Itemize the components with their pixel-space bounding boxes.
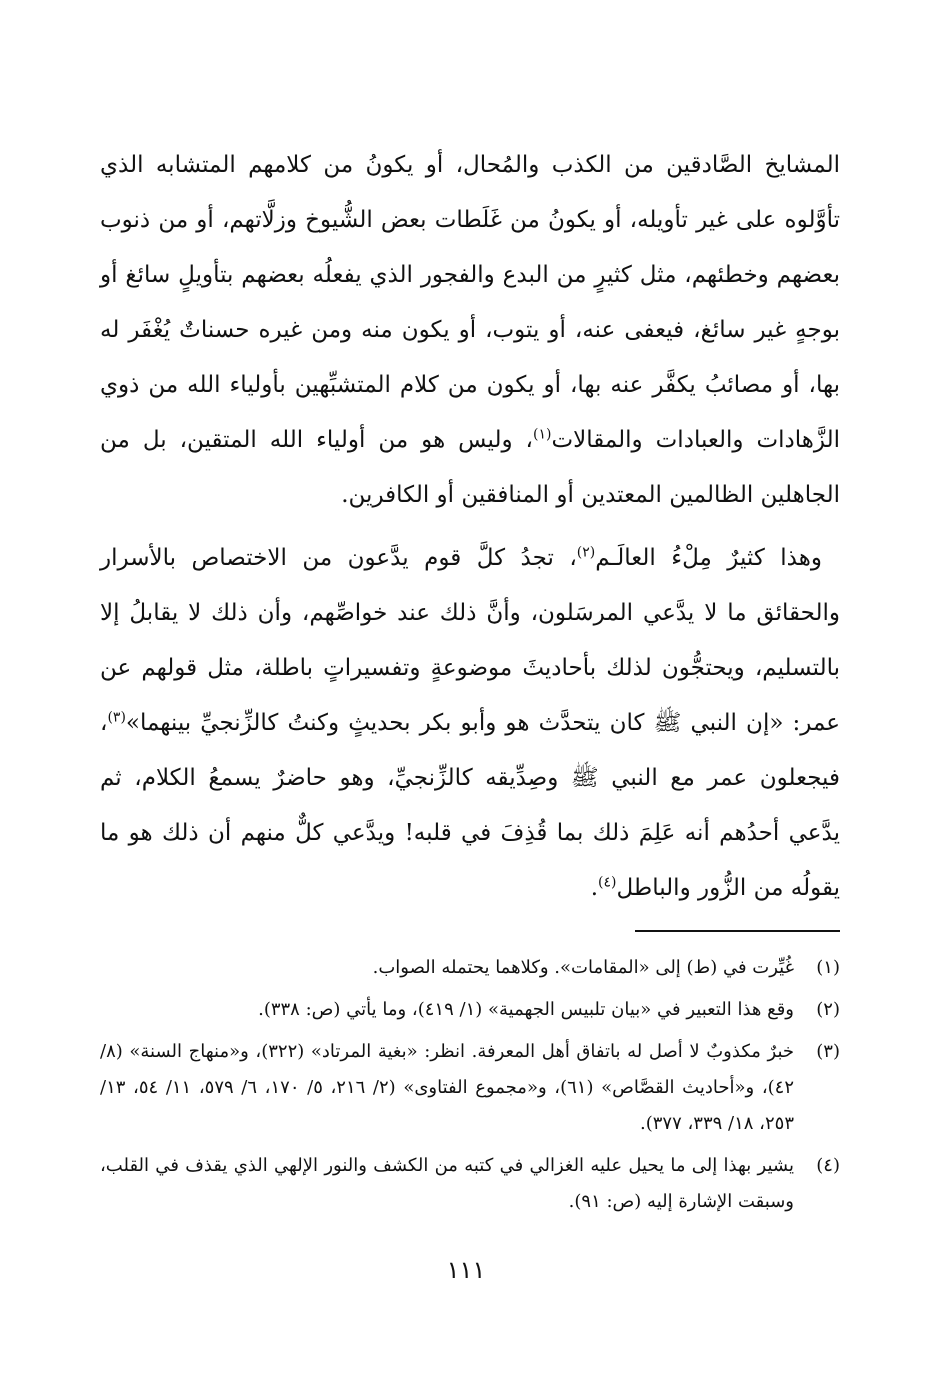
footnote-separator xyxy=(635,930,840,932)
footnote-4 xyxy=(100,1148,840,1220)
paragraph-2-text-3: ، فيجعلون عمر مع النبي ﷺ وصِدِّيقه كالزِّنجيِّ، وهو حاضرٌ يسمعُ الكلام، ثم يدَّعي أحدُهم أنه عَلِمَ ذلك بما قُذِفَ في قلبه! ويدَّعي كلٌّ منهم أن ذلك هو ما يقولُه من الزُّور والباطل xyxy=(100,710,840,901)
main-text xyxy=(100,138,840,916)
footnote-text: يشير بهذا إلى ما يحيل عليه الغزالي في كتبه من الكشف والنور الإلهي الذي يقذف في القلب، وسبقت الإشارة إليه (ص: ٩١). xyxy=(100,1155,794,1212)
footnote-2 xyxy=(100,992,840,1028)
paragraph-2 xyxy=(100,531,840,916)
paragraph-2-text-1: وهذا كثيرٌ مِلْءُ العالَـم xyxy=(595,545,822,571)
paragraph-2-text-2: ، تجدُ كلَّ قوم يدَّعون من الاختصاص بالأسرار والحقائق ما لا يدَّعي المرسَلون، وأنَّ ذلك عند خواصِّهم، وأن ذلك لا يقابلُ إلا بالتسليم، ويحتجُّون لذلك بأحاديثَ موضوعةٍ وتفسيراتٍ باطلة، مثل قولهم عن عمر: «إن النبي ﷺ كان يتحدَّث هو وأبو بكر بحديثٍ وكنتُ كالزِّنجيِّ بينهما» xyxy=(100,545,840,736)
footnotes-list xyxy=(100,950,840,1226)
paragraph-2-text-4: . xyxy=(590,875,599,901)
footnote-text: خبرٌ مكذوبٌ لا أصل له باتفاق أهل المعرفة. انظر: «بغية المرتاد» (٣٢٢)، و«منهاج السنة» (٨/ ٤٢)، و«أحاديث القصَّاص» (٦١)، و«مجموع الفتاوى» (٢/ ٢١٦، ٥/ ١٧٠، ٦/ ٥٧٩، ١١/ ٥٤، ١٣/ ٢٥٣، ١٨/ ٣٣٩، ٣٧٧). xyxy=(100,1041,794,1134)
footnote-ref-2[interactable]: (٢) xyxy=(576,544,596,561)
paragraph-1 xyxy=(100,138,840,523)
paragraph-1-text-2: ، وليس هو من أولياء الله المتقين، بل من الجاهلين الظالمين المعتدين أو المنافقين أو الكافرين. xyxy=(100,427,840,508)
footnote-3 xyxy=(100,1034,840,1142)
footnote-number: (٤) xyxy=(816,1155,840,1176)
page-number: ١١١ xyxy=(446,1256,486,1284)
footnote-number: (١) xyxy=(816,957,840,978)
footnote-number: (٣) xyxy=(816,1041,840,1062)
footnote-ref-4[interactable]: (٤) xyxy=(598,874,617,891)
footnote-ref-3[interactable]: (٣) xyxy=(107,709,126,726)
footnote-ref-1[interactable]: (١) xyxy=(532,426,552,443)
footnote-text: غُيِّرت في (ط) إلى «المقامات». وكلاهما يحتمله الصواب. xyxy=(372,957,794,978)
footnote-number: (٢) xyxy=(816,999,840,1020)
footnote-text: وقع هذا التعبير في «بيان تلبيس الجهمية» (١/ ٤١٩)، وما يأتي (ص: ٣٣٨). xyxy=(258,999,794,1020)
paragraph-1-text-1: المشايخ الصَّادقين من الكذب والمُحال، أو يكونُ من كلامهم المتشابه الذي تأوَّلوه على غير تأويله، أو يكونُ من غَلَطات بعض الشُّيوخ وزلَّاتهم، أو من ذنوب بعضهم وخطئهم، مثل كثيرٍ من البدع والفجور الذي يفعلُه بعضهم بتأويلٍ سائغ أو بوجهٍ غير سائغ، فيعفى عنه، أو يتوب، أو يكون منه ومن غيره حسناتٌ يُغْفَر له بها، أو مصائبُ يكفَّر عنه بها، أو يكون من كلام المتشبِّهين بأولياء الله من ذوي الزَّهادات والعبادات والمقالات xyxy=(100,152,840,453)
footnote-1 xyxy=(100,950,840,986)
